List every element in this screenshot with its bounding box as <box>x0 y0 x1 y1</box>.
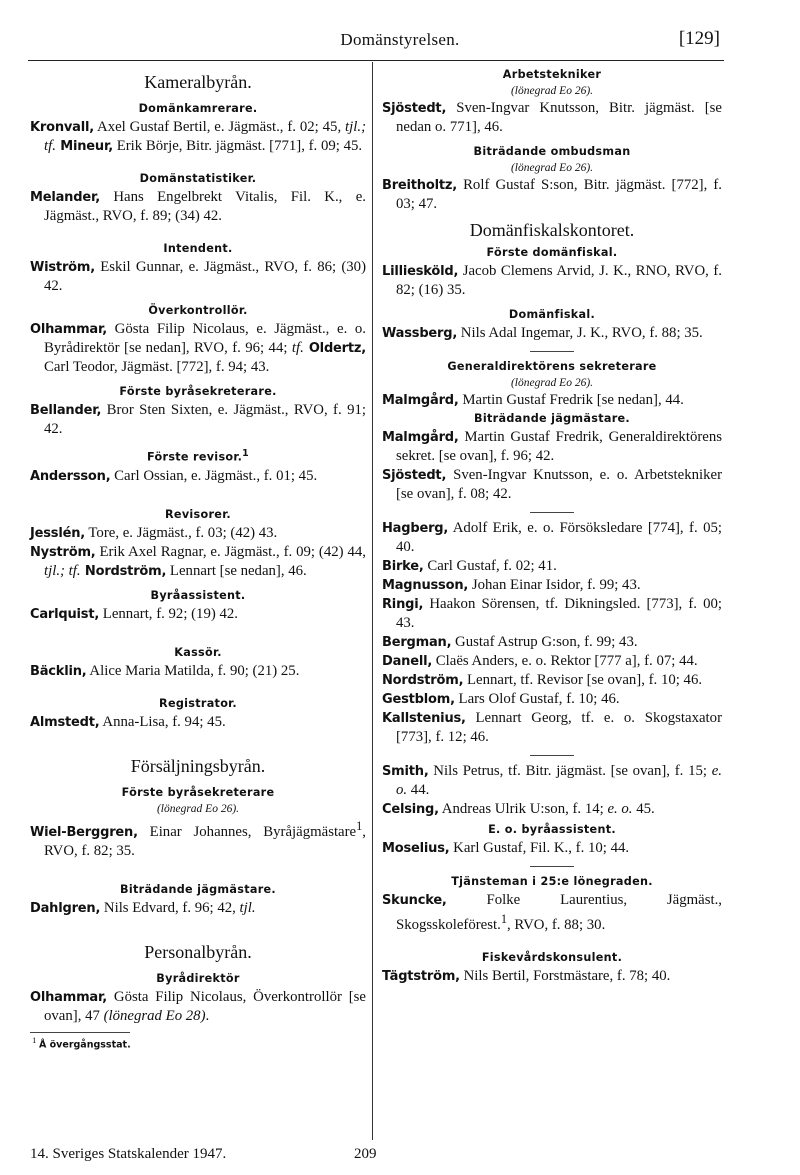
office-title: Kameralbyrån. <box>144 72 252 92</box>
entry-name: Smith, <box>382 764 429 779</box>
section-heading: Registrator. <box>159 696 237 710</box>
entry-name: Nyström, <box>30 544 96 560</box>
section-heading: Biträdande ombudsman <box>473 145 631 158</box>
running-header-title: Domänstyrelsen. <box>340 30 460 49</box>
pay-grade-note: (lönegrad Eo 26). <box>510 162 594 174</box>
office-title: Försäljningsbyrån. <box>130 755 266 776</box>
entry-name: Malmgård, <box>382 393 459 408</box>
entry: Kallstenius, Lennart Georg, tf. e. o. Skogstaxator [773], f. 12; 46. <box>382 710 722 745</box>
left-column <box>30 66 366 1052</box>
entry-name: Oldertz, <box>303 341 366 356</box>
entry-name: Almstedt, <box>30 714 100 730</box>
entry: Nordström, Lennart, tf. Revisor [se ovan], f. 10; 46. <box>382 672 703 688</box>
entry: Wiel-Berggren, Einar Johannes, Byråjägmästare$^1$, RVO, f. 82; 35. <box>30 818 366 859</box>
entry: Moselius, Karl Gustaf, Fil. K., f. 10; 44. <box>382 840 630 856</box>
entry: Jesslén, Tore, e. Jägmäst., f. 03; (42) 43. <box>30 524 278 541</box>
entry: Nyström, Erik Axel Ragnar, e. Jägmäst., f. 09; (42) 44, tjl.; tf. Nordström, Lennart [se nedan], 46. <box>30 543 366 579</box>
entry-name: Wassberg, <box>382 326 458 341</box>
column-divider <box>372 62 373 1140</box>
entry-name: Kronvall, <box>30 120 94 135</box>
entry-name: Lilliesköld, <box>382 264 459 279</box>
entry-name: Birke, <box>382 559 424 574</box>
entry: Ringi, Haakon Sörensen, tf. Dikningsled. [773], f. 00; 43. <box>382 596 722 631</box>
entry: Magnusson, Johan Einar Isidor, f. 99; 43. <box>382 577 641 593</box>
entry-name: Carlquist, <box>30 606 100 622</box>
section-heading: Biträdande jägmästare. <box>120 882 276 896</box>
section-heading: Domänkamrerare. <box>138 102 258 115</box>
entry: Olhammar, Gösta Filip Nicolaus, Överkontrollör [se ovan], 47 (lönegrad Eo 28). <box>30 988 366 1024</box>
entry-name: Gestblom, <box>382 692 455 707</box>
pay-grade-note: (lönegrad Eo 26). <box>156 802 240 815</box>
entry: Bergman, Gustaf Astrup G:son, f. 99; 43. <box>382 634 638 650</box>
entry-name: Skuncke, <box>382 893 447 908</box>
entry-name: Danell, <box>382 654 433 669</box>
entry: Skuncke, Folke Laurentius, Jägmäst., Skogsskoleförest.$^1$, RVO, f. 88; 30. <box>382 892 722 933</box>
entry: Bäcklin, Alice Maria Matilda, f. 90; (21) 25. <box>30 662 300 679</box>
entry: Melander, Hans Engelbrekt Vitalis, Fil. K., e. Jägmäst., RVO, f. 89; (34) 42. <box>30 189 366 224</box>
entry-name: Olhammar, <box>30 322 108 337</box>
entry-name: Nordström, <box>382 673 464 688</box>
section-heading: Domänfiskal. <box>508 308 596 321</box>
footer-page-number: 209 <box>354 1146 377 1162</box>
section-heading: Förste byråsekreterare. <box>119 385 277 398</box>
section-heading: Intendent. <box>163 242 233 255</box>
entry: Bellander, Bror Sten Sixten, e. Jägmäst., RVO, f. 91; 42. <box>30 402 366 437</box>
entry-name: Sjöstedt, <box>382 101 447 116</box>
section-heading: Biträdande jägmästare. <box>474 412 630 425</box>
section-heading: Kassör. <box>174 645 222 659</box>
separator-rule <box>530 866 574 867</box>
entry-name: Bäcklin, <box>30 663 87 679</box>
entry: Andersson, Carl Ossian, e. Jägmäst., f. 01; 45. <box>30 467 318 484</box>
office-title: Domänfiskalskontoret. <box>469 220 635 240</box>
entry: Hagberg, Adolf Erik, e. o. Försöksledare [774], f. 05; 40. <box>382 520 722 555</box>
section-heading: Revisorer. <box>165 507 231 521</box>
entry-name: Magnusson, <box>382 578 469 593</box>
entry-name: Malmgård, <box>382 430 459 445</box>
entry-name: Sjöstedt, <box>382 468 447 483</box>
pay-grade-note: (lönegrad Eo 26). <box>510 85 594 97</box>
entry: Carlquist, Lennart, f. 92; (19) 42. <box>30 605 238 622</box>
entry: Danell, Claës Anders, e. o. Rektor [777 a], f. 07; 44. <box>382 653 698 669</box>
entry-name: Wiel-Berggren, <box>30 824 138 840</box>
section-heading: Byråassistent. <box>150 588 246 602</box>
entry: Sjöstedt, Sven-Ingvar Knutsson, e. o. Arbetstekniker [se ovan], f. 08; 42. <box>382 467 722 502</box>
entry-name: Jesslén, <box>30 525 85 541</box>
separator-rule <box>530 755 574 756</box>
entry-name: Melander, <box>30 190 100 205</box>
header-rule <box>28 60 724 61</box>
section-heading: Fiskevårdskonsulent. <box>481 950 623 964</box>
entry: Celsing, Andreas Ulrik U:son, f. 14; e. o. 45. <box>382 801 655 817</box>
entry-name: Breitholtz, <box>382 178 457 193</box>
right-column <box>382 66 722 986</box>
entry: Breitholtz, Rolf Gustaf S:son, Bitr. jägmäst. [772], f. 03; 47. <box>382 177 722 212</box>
entry: Kronvall, Axel Gustaf Bertil, e. Jägmäst., f. 02; 45, tjl.; tf. Mineur, Erik Börje, Bitr. jägmäst. [771], f. 09; 45. <box>30 119 366 154</box>
pay-grade-note: (lönegrad Eo 26). <box>510 377 594 389</box>
entry-name: Moselius, <box>382 841 450 856</box>
entry-name: Dahlgren, <box>30 900 101 916</box>
section-heading: Tjänsteman i 25:e lönegraden. <box>451 875 653 888</box>
entry: Malmgård, Martin Gustaf Fredrik, Generaldirektörens sekret. [se ovan], f. 96; 42. <box>382 429 722 464</box>
entry-name: Olhammar, <box>30 989 108 1005</box>
entry-name: Ringi, <box>382 597 424 612</box>
footnote-mark: 1 <box>242 448 249 459</box>
section-heading: Domänstatistiker. <box>139 172 257 185</box>
entry: Tägtström, Nils Bertil, Forstmästare, f. 78; 40. <box>382 967 671 984</box>
footer-publication: 14. Sveriges Statskalender 1947. <box>30 1146 227 1162</box>
entry-name: Bellander, <box>30 403 102 418</box>
entry: Malmgård, Martin Gustaf Fredrik [se nedan], 44. <box>382 392 684 408</box>
section-heading: E. o. byråassistent. <box>488 823 616 836</box>
section-heading: Förste byråsekreterare <box>121 785 275 799</box>
entry: Almstedt, Anna-Lisa, f. 94; 45. <box>30 713 226 730</box>
separator-rule <box>530 512 574 513</box>
entry: Smith, Nils Petrus, tf. Bitr. jägmäst. [se ovan], f. 15; e. o. 44. <box>382 763 722 798</box>
section-heading: Generaldirektörens sekreterare <box>447 360 657 373</box>
entry: Sjöstedt, Sven-Ingvar Knutsson, Bitr. jägmäst. [se nedan o. 771], 46. <box>382 100 722 135</box>
entry-name: Andersson, <box>30 468 111 484</box>
entry: Wiström, Eskil Gunnar, e. Jägmäst., RVO, f. 86; (30) 42. <box>30 259 366 294</box>
entry-name: Mineur, <box>55 139 114 154</box>
entry: Olhammar, Gösta Filip Nicolaus, e. Jägmäst., e. o. Byrådirektör [se nedan], RVO, f. 96; 44; tf. Oldertz, Carl Teodor, Jägmäst. [772], f. 94; 43. <box>30 321 366 375</box>
section-heading: Överkontrollör. <box>148 304 248 317</box>
entry-name: Hagberg, <box>382 521 449 536</box>
entry: Lilliesköld, Jacob Clemens Arvid, J. K., RNO, RVO, f. 82; (16) 35. <box>382 263 722 298</box>
section-heading: Arbetstekniker <box>502 68 602 81</box>
entry-name: Nordström, <box>80 563 167 579</box>
entry-name: Tägtström, <box>382 968 460 984</box>
section-heading: Förste domänfiskal. <box>486 246 618 259</box>
separator-rule <box>530 351 574 352</box>
entry: Wassberg, Nils Adal Ingemar, J. K., RVO, f. 88; 35. <box>382 325 703 341</box>
entry-name: Celsing, <box>382 802 439 817</box>
entry-name: Wiström, <box>30 260 95 275</box>
entry: Birke, Carl Gustaf, f. 02; 41. <box>382 558 557 574</box>
office-title: Personalbyrån. <box>144 941 252 962</box>
entry: Gestblom, Lars Olof Gustaf, f. 10; 46. <box>382 691 620 707</box>
entry: Dahlgren, Nils Edvard, f. 96; 42, tjl. <box>30 899 256 916</box>
running-header-page: [129] <box>678 28 720 49</box>
section-heading: Byrådirektör <box>156 971 240 985</box>
footnote: $^1$ Å övergångsstat. <box>32 1034 131 1051</box>
entry-name: Bergman, <box>382 635 452 650</box>
entry-name: Kallstenius, <box>382 711 466 726</box>
section-heading: Förste revisor.$^1$ <box>147 448 249 464</box>
